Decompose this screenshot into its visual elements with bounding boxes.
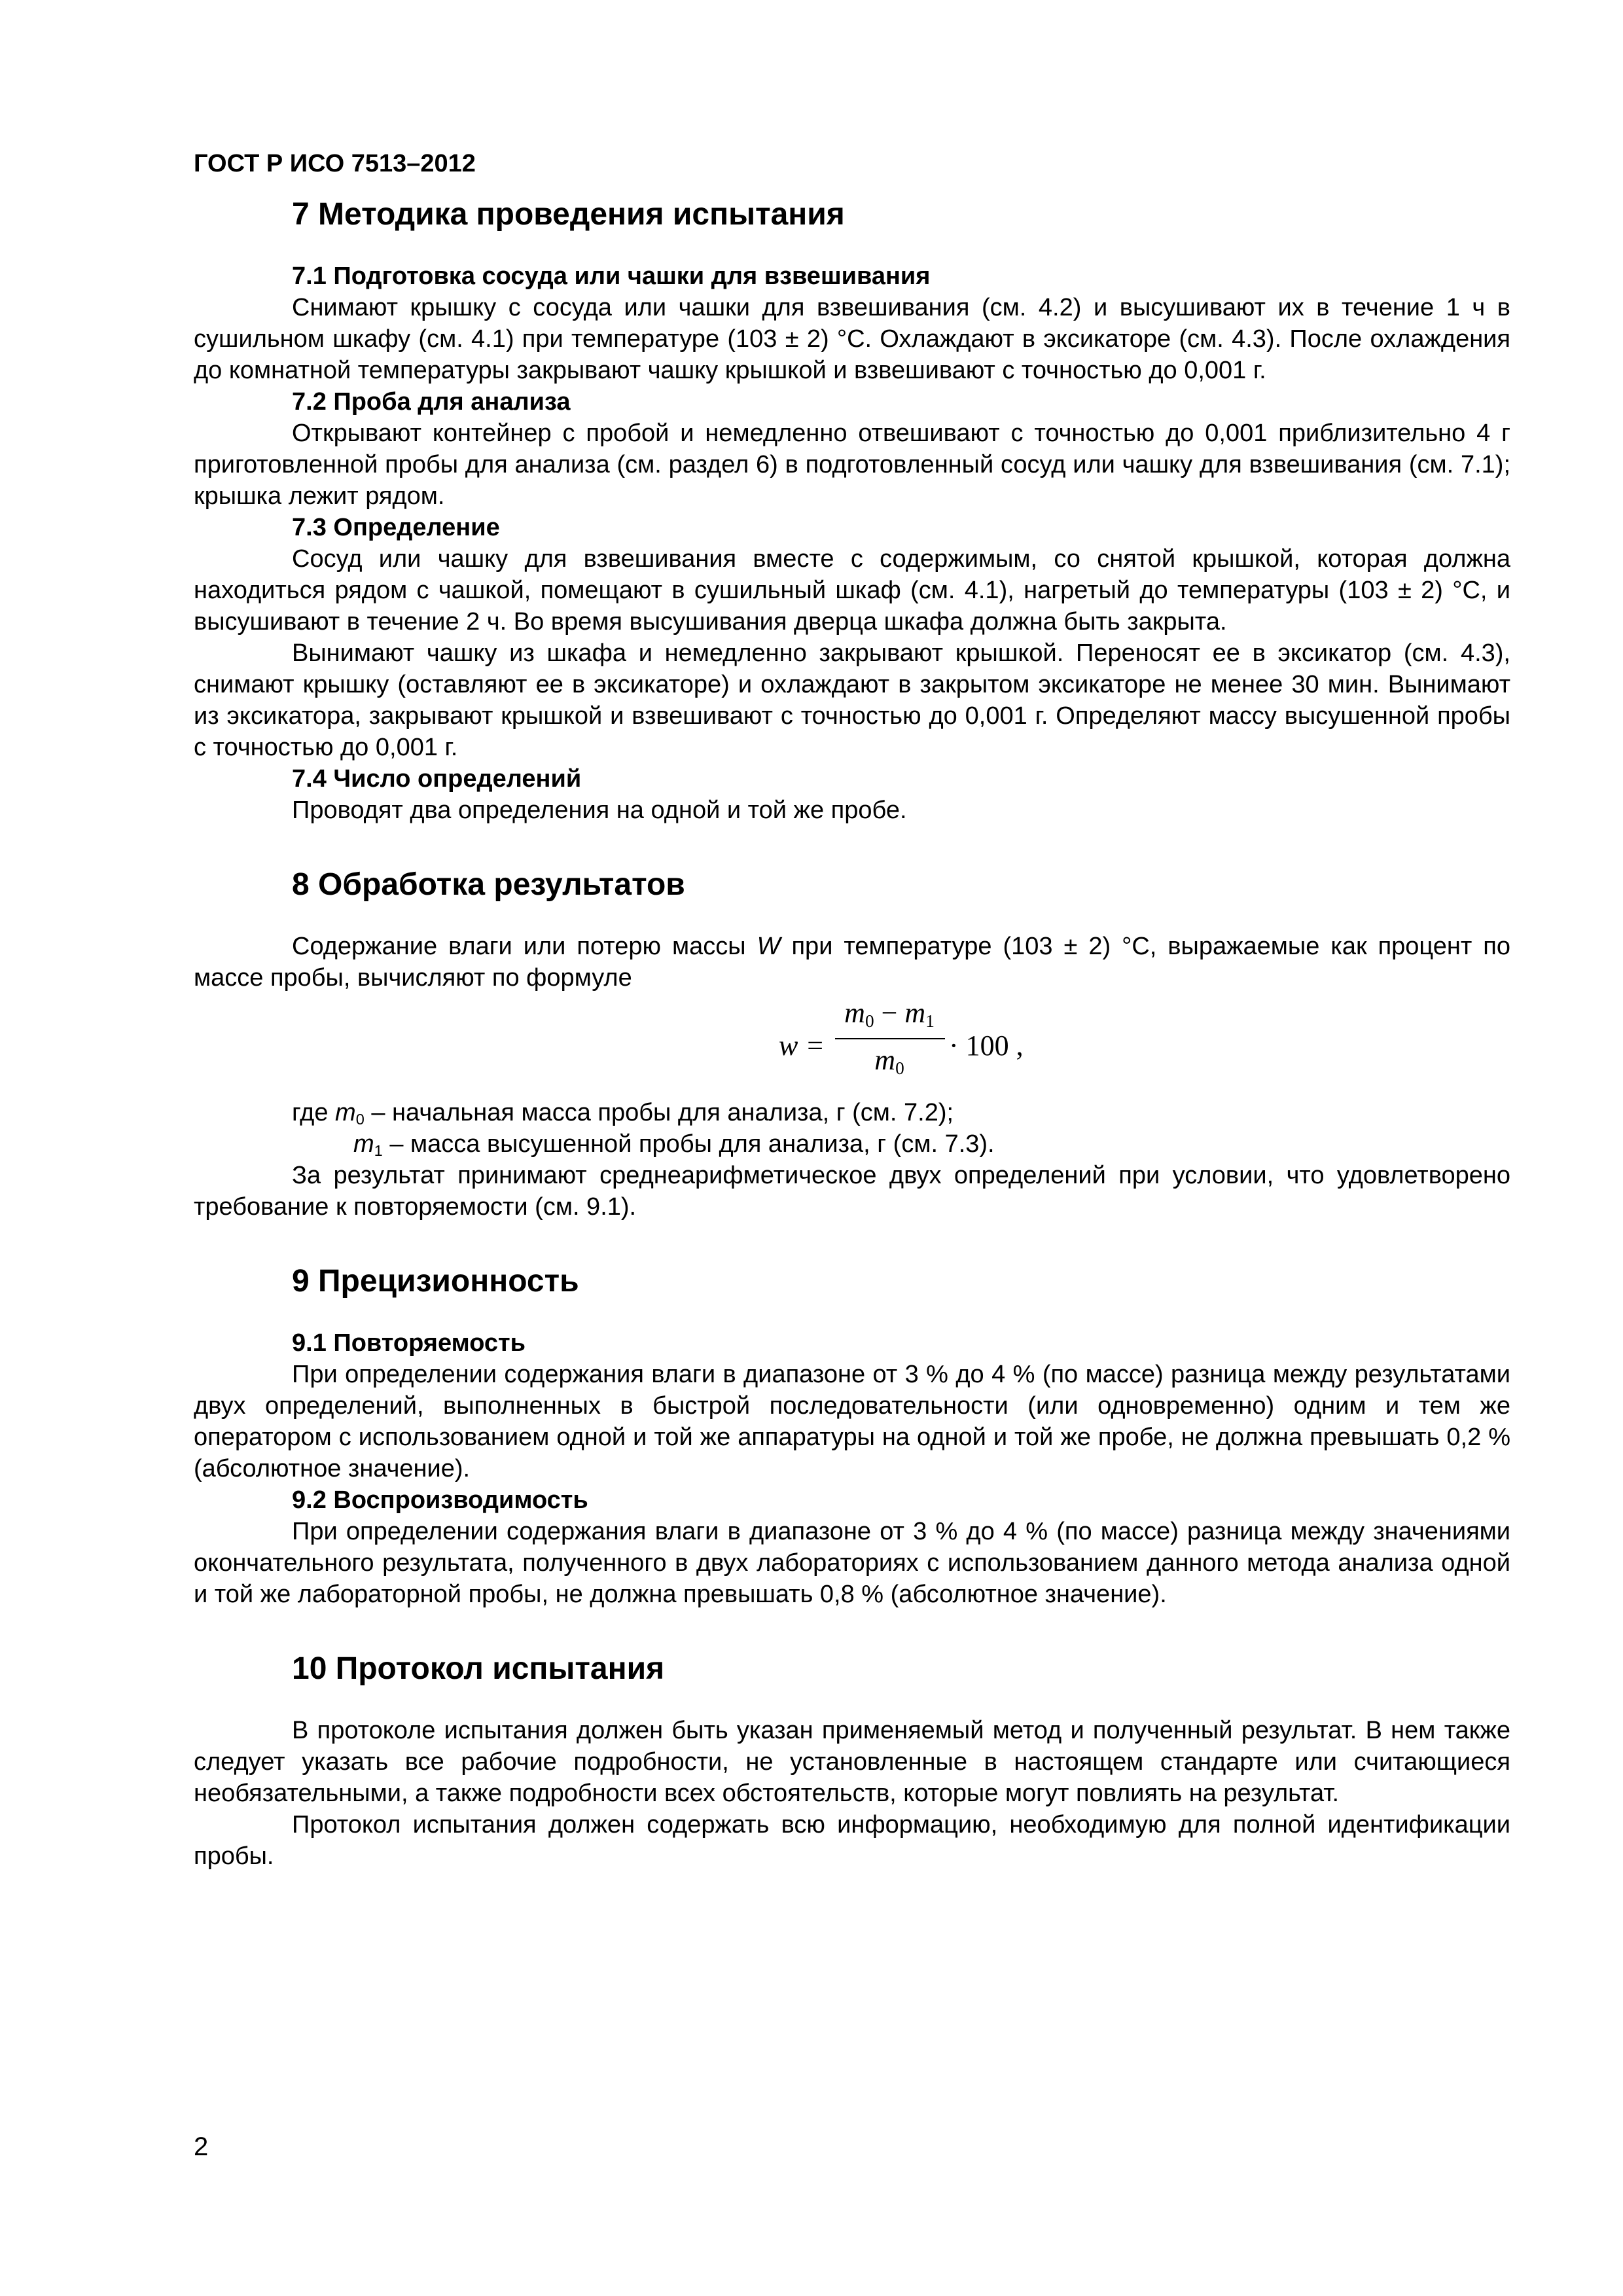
where-m1-var: m <box>353 1130 374 1158</box>
formula-where-m0 <box>292 1097 1510 1128</box>
moisture-formula <box>194 996 1510 1094</box>
page-content <box>194 185 1510 1872</box>
subsection-7-3-paragraph-2: Вынимают чашку из шкафа и немедленно закрывают крышкой. Переносят ее в эксикатор (см. 4.3), снимают крышку (оставляют ее в эксикаторе) и охлаждают в закрытом эксикаторе не менее 30 мин. Вынимают из эксикатора, закрывают крышкой и взвешивают с точностью до 0,001 г. Определяют массу высушенной пробы с точностью до 0,001 г. <box>194 639 1510 761</box>
section-8-p1-before: Содержание влаги или потерю массы <box>292 933 757 960</box>
subsection-9-1-heading: 9.1 Повторяемость <box>292 1329 526 1357</box>
formula-numerator <box>834 997 945 1029</box>
subsection-9-2-paragraph: При определении содержания влаги в диапазоне от 3 % до 4 % (по массе) разница между значениями окончательного результата, полученного в двух лабораториях с использованием данного метода анализа одной и той же лабораторной пробы, не должна превышать 0,8 % (абсолютное значение). <box>194 1518 1510 1608</box>
where-m0-var: m <box>335 1099 356 1126</box>
section-8-paragraph-2: За результат принимают среднеарифметическое двух определений при условии, что удовлетворено требование к повторяемости (см. 9.1). <box>194 1162 1510 1221</box>
formula-rhs: · 100 , <box>949 1030 1024 1062</box>
subsection-7-4-paragraph: Проводят два определения на одной и той же пробе. <box>292 797 907 824</box>
formula-fraction-bar <box>835 1038 945 1039</box>
section-10-paragraph-1: В протоколе испытания должен быть указан применяемый метод и полученный результат. В нем также следует указать все рабочие подробности, не установленные в настоящем стандарте или считающиеся необязательными, а также подробности всех обстоятельств, которые могут повлиять на результат. <box>194 1717 1510 1807</box>
section-10-paragraph-2: Протокол испытания должен содержать всю информацию, необходимую для полной идентификации пробы. <box>194 1811 1510 1870</box>
section-8-heading: 8 Обработка результатов <box>292 867 685 902</box>
where-m1-sub: 1 <box>374 1141 383 1159</box>
section-8-paragraph-1 <box>194 931 1510 994</box>
subsection-7-3-heading: 7.3 Определение <box>292 514 500 541</box>
subsection-9-2-heading: 9.2 Воспроизводимость <box>292 1486 588 1514</box>
formula-num-minus: − <box>874 997 905 1029</box>
subsection-7-1-paragraph: Снимают крышку с сосуда или чашки для взвешивания (см. 4.2) и высушивают их в течение 1 ч в сушильном шкафу (см. 4.1) при температуре (103 ± 2) °С. Охлаждают в эксикаторе (см. 4.3). После охлаждения до комнатной температуры закрывают чашку крышкой и взвешивают с точностью до 0,001 г. <box>194 294 1510 384</box>
page-number: 2 <box>194 2132 209 2161</box>
where-prefix: где <box>292 1099 336 1126</box>
where-m0-text: – начальная масса пробы для анализа, г (см. 7.2); <box>364 1099 954 1126</box>
standard-code-header: ГОСТ Р ИСО 7513–2012 <box>194 150 476 177</box>
formula-den-sub: 0 <box>895 1058 904 1078</box>
subsection-9-1-paragraph: При определении содержания влаги в диапазоне от 3 % до 4 % (по массе) разница между результатами двух определений, выполненных в быстрой последовательности (или одновременно) одним и тем же оператором с использованием одной и той же аппаратуры на одной и той же пробе, не должна превышать 0,2 % (абсолютное значение). <box>194 1361 1510 1482</box>
formula-where-m1 <box>353 1128 1510 1160</box>
section-8-p1-after: при температуре (103 ± 2) °С, выражаемые как процент по массе пробы, вычисляют по формуле <box>194 933 1511 992</box>
formula-num-sub1: 1 <box>925 1011 935 1031</box>
section-7-heading: 7 Методика проведения испытания <box>292 197 845 232</box>
formula-num-sub0: 0 <box>865 1011 874 1031</box>
formula-denominator <box>834 1045 945 1076</box>
moisture-variable: W <box>757 933 781 960</box>
formula-lhs: w = <box>779 1030 825 1062</box>
subsection-7-3-paragraph-1: Сосуд или чашку для взвешивания вместе с содержимым, со снятой крышкой, которая должна находиться рядом с чашкой, помещают в сушильный шкаф (см. 4.1), нагретый до температуры (103 ± 2) °С, и высушивают в течение 2 ч. Во время высушивания дверца шкафа должна быть закрыта. <box>194 545 1510 636</box>
subsection-7-2-heading: 7.2 Проба для анализа <box>292 388 571 416</box>
subsection-7-1-heading: 7.1 Подготовка сосуда или чашки для взвешивания <box>292 262 931 290</box>
subsection-7-4-heading: 7.4 Число определений <box>292 765 582 793</box>
where-m0-sub: 0 <box>355 1110 365 1128</box>
subsection-7-2-paragraph: Открывают контейнер с пробой и немедленно отвешивают с точностью до 0,001 приблизительно 4 г приготовленной пробы для анализа (см. раздел 6) в подготовленный сосуд или чашку для взвешивания (см. 7.1); крышка лежит рядом. <box>194 420 1510 510</box>
formula-den-m: m <box>874 1044 896 1076</box>
formula-num-m0: m <box>844 997 865 1029</box>
section-10-heading: 10 Протокол испытания <box>292 1651 665 1686</box>
section-9-heading: 9 Прецизионность <box>292 1264 579 1299</box>
formula-num-m1: m <box>904 997 926 1029</box>
where-m1-text: – масса высушенной пробы для анализа, г (см. 7.3). <box>382 1130 995 1158</box>
